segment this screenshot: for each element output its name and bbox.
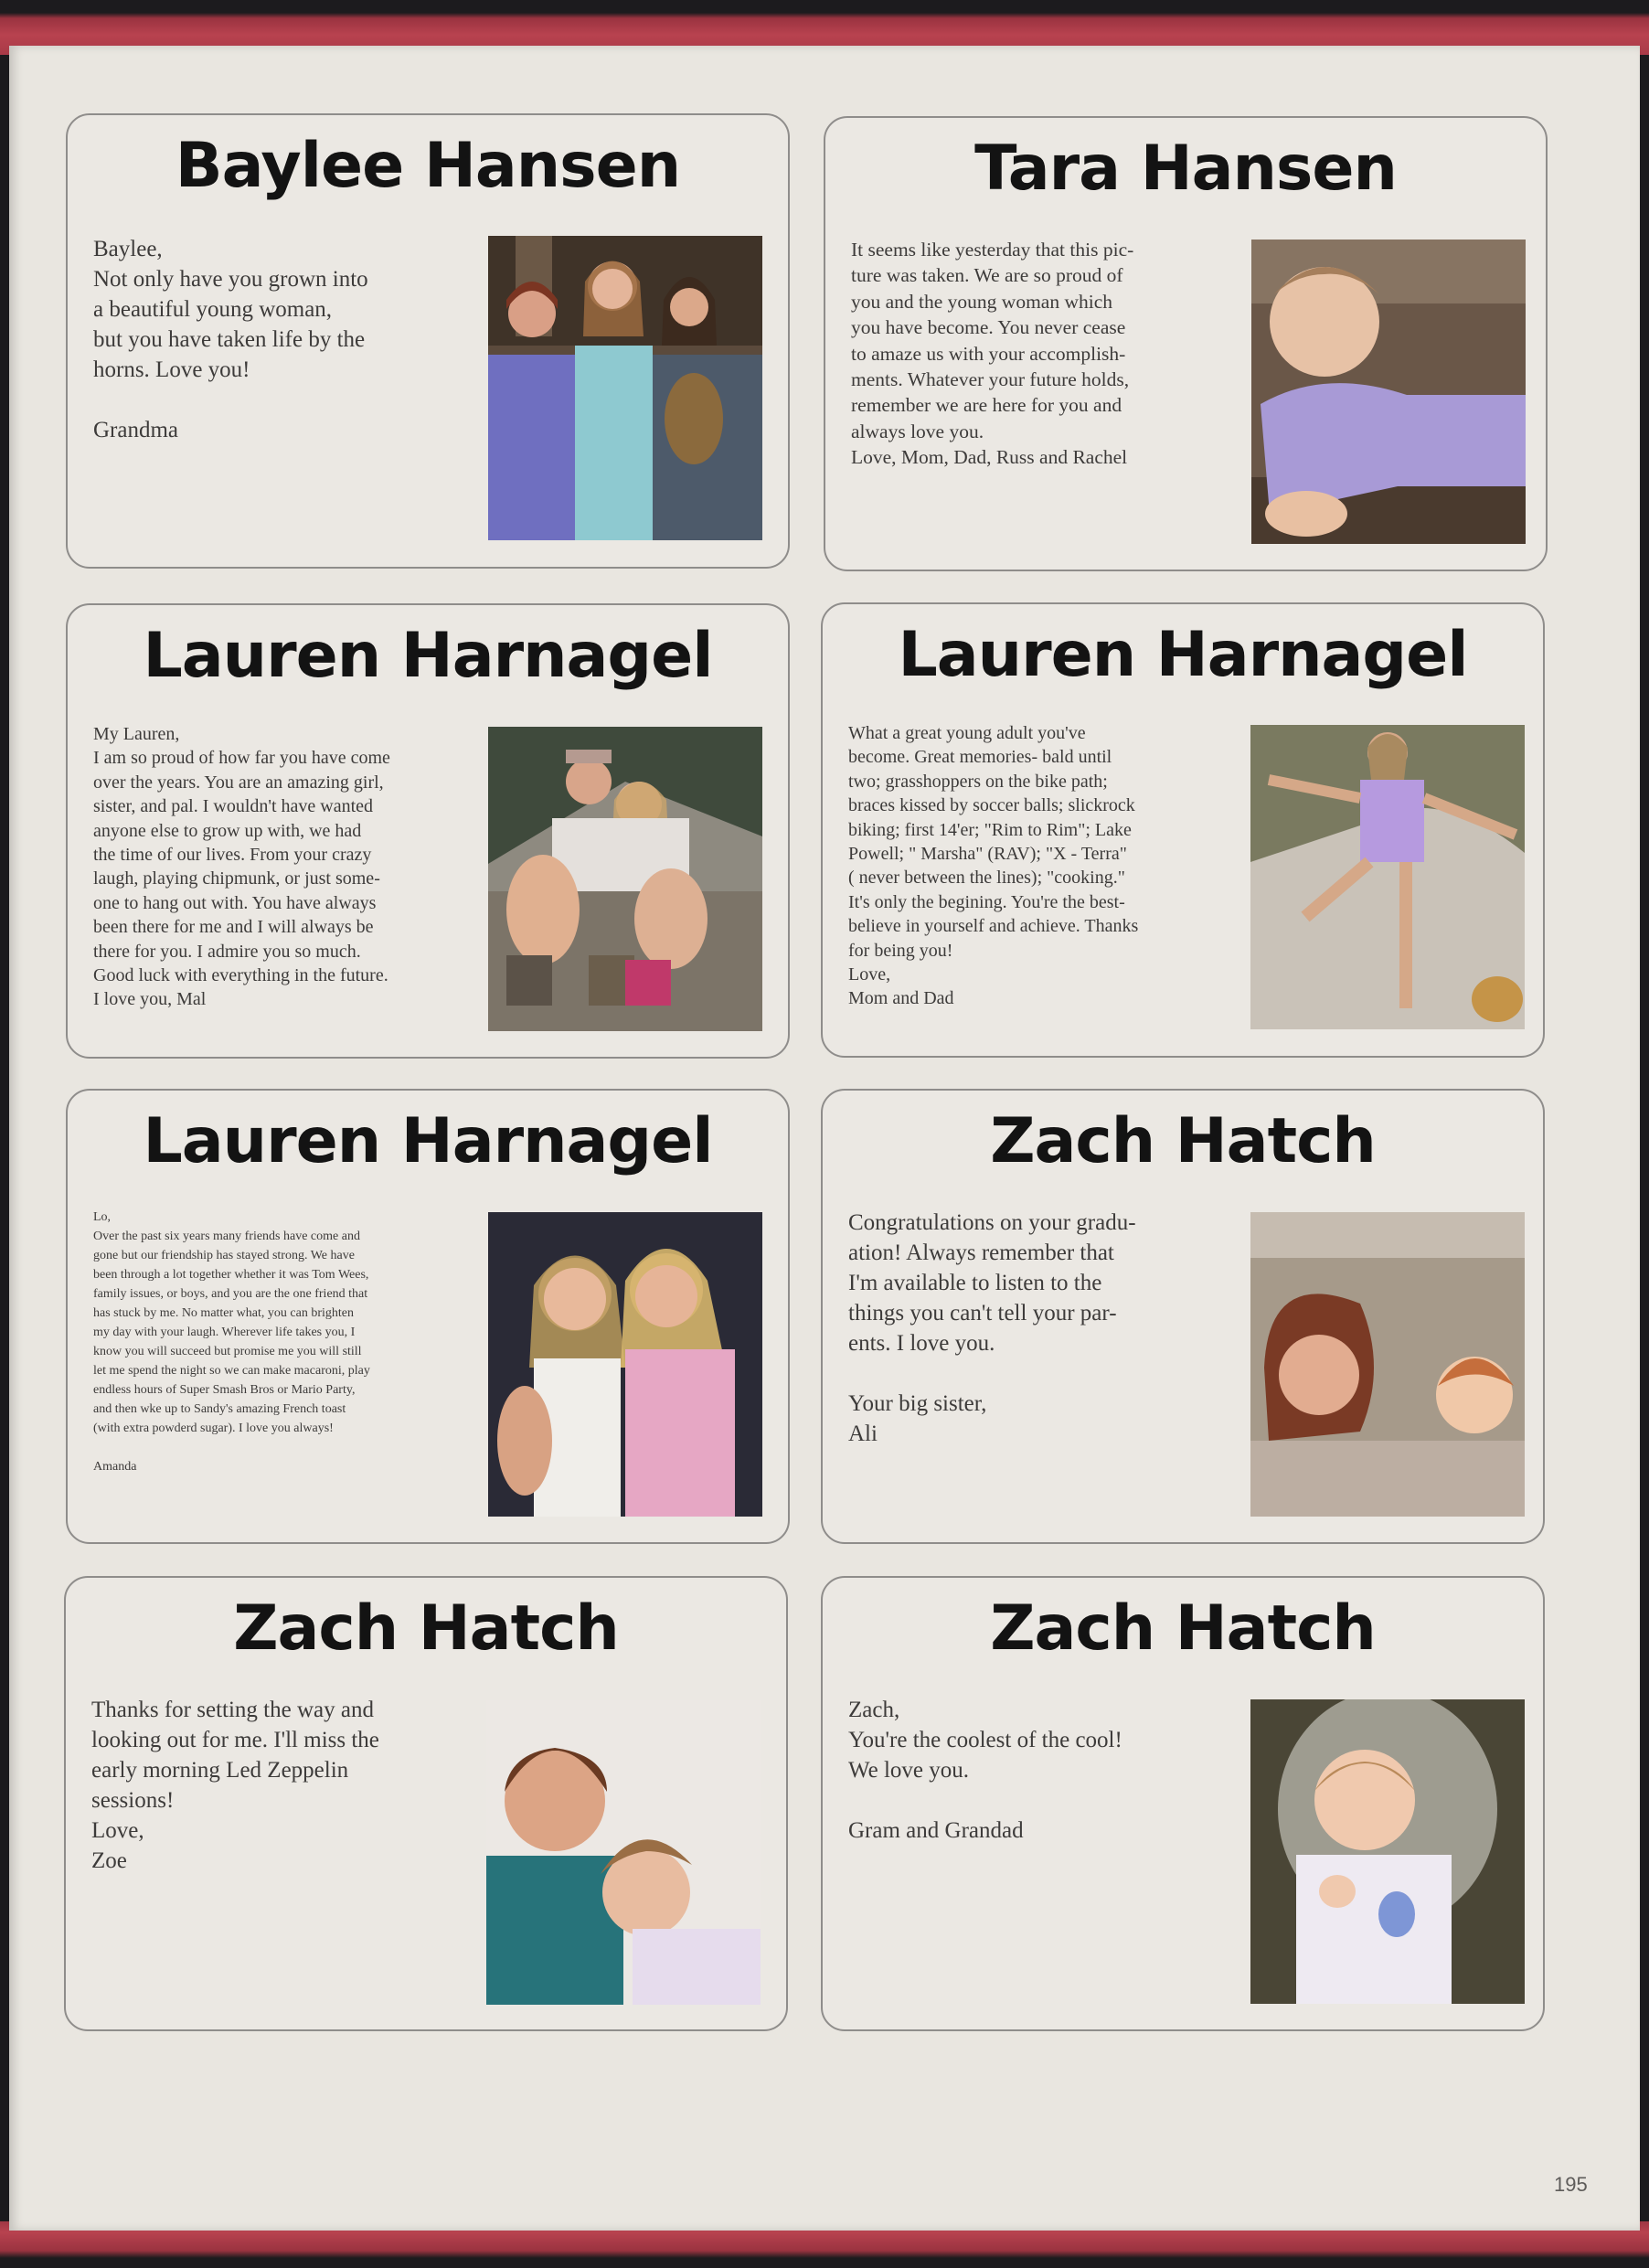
card-message: Thanks for setting the way and looking out for me. I'll miss the early morning Led Zeppelin sessions! Love, Zoe xyxy=(91,1698,379,1873)
card-photo xyxy=(488,236,762,540)
tribute-card-tara-hansen xyxy=(824,116,1548,571)
card-photo xyxy=(486,1700,761,2005)
card-photo xyxy=(1251,240,1526,544)
tribute-card-zach-hatch-1 xyxy=(821,1089,1545,1544)
tribute-card-lauren-harnagel-1 xyxy=(66,603,790,1059)
page-number: 195 xyxy=(1554,2173,1588,2196)
tribute-card-lauren-harnagel-3 xyxy=(66,1089,790,1544)
card-title: Lauren Harnagel xyxy=(143,1105,713,1177)
card-message: What a great young adult you've become. Great memories- bald until two; grasshoppers on the bike path; braces kissed by soccer balls; slickrock biking; first 14'er; "Rim to Rim"; Lake Powell; " Marsha" (RAV); "X - Terra" ( never between the lines); "cooking." It's only the begining. You're the best- believe in yourself and achieve. Thanks for being you! Love, Mom and Dad xyxy=(848,723,1139,1009)
card-photo xyxy=(488,1212,762,1517)
card-message: Zach, You're the coolest of the cool! We love you. Gram and Grandad xyxy=(848,1698,1122,1843)
tribute-card-zach-hatch-3 xyxy=(821,1576,1545,2031)
card-photo xyxy=(488,727,762,1031)
yearbook-page xyxy=(9,46,1640,2231)
card-title: Zach Hatch xyxy=(990,1592,1376,1665)
card-title: Tara Hansen xyxy=(974,133,1397,205)
card-message: Baylee, Not only have you grown into a beautiful young woman, but you have taken life by the horns. Love you! Grandma xyxy=(93,237,368,442)
card-photo xyxy=(1250,725,1525,1029)
card-title: Lauren Harnagel xyxy=(143,620,713,692)
card-title: Zach Hatch xyxy=(990,1105,1376,1177)
card-title: Baylee Hansen xyxy=(175,130,681,202)
card-message: My Lauren, I am so proud of how far you have come over the years. You are an amazing girl, sister, and pal. I wouldn't have wanted anyone else to grow up with, we had the time of our lives. From your crazy laugh, playing chipmunk, or just some- one to hang out with. You have always been there for me and I will always be there for you. I admire you so much. Good luck with everything in the future. I love you, Mal xyxy=(93,724,390,1010)
card-title: Lauren Harnagel xyxy=(898,619,1468,691)
tribute-card-zach-hatch-2 xyxy=(64,1576,788,2031)
card-message: Lo, Over the past six years many friends have come and gone but our friendship has stayed strong. We have been through a lot together whether it was Tom Wees, family issues, or boys, and you are the one friend that has stuck by me. No matter what, you can brighten my day with your laugh. Wherever life takes you, I know you will succeed but promise me you will still let me spend the night so we can make macaroni, play endless hours of Super Smash Bros or Mario Party, and then wke up to Sandy's amazing French toast (with extra powderd sugar). I love you always! Amanda xyxy=(93,1210,370,1474)
card-message: Congratulations on your gradu- ation! Always remember that I'm available to listen to the things you can't tell your par- ents. I love you. Your big sister, Ali xyxy=(848,1210,1136,1446)
card-message: It seems like yesterday that this pic- ture was taken. We are so proud of you and the young woman which you have become. You never cease to amaze us with your accomplish- ments. Whatever your future holds, remember we are here for you and always love you. Love, Mom, Dad, Russ and Rachel xyxy=(851,239,1134,468)
card-title: Zach Hatch xyxy=(233,1592,619,1665)
tribute-card-baylee-hansen xyxy=(66,113,790,569)
card-photo xyxy=(1250,1699,1525,2004)
tribute-card-lauren-harnagel-2 xyxy=(821,602,1545,1058)
card-photo xyxy=(1250,1212,1525,1517)
